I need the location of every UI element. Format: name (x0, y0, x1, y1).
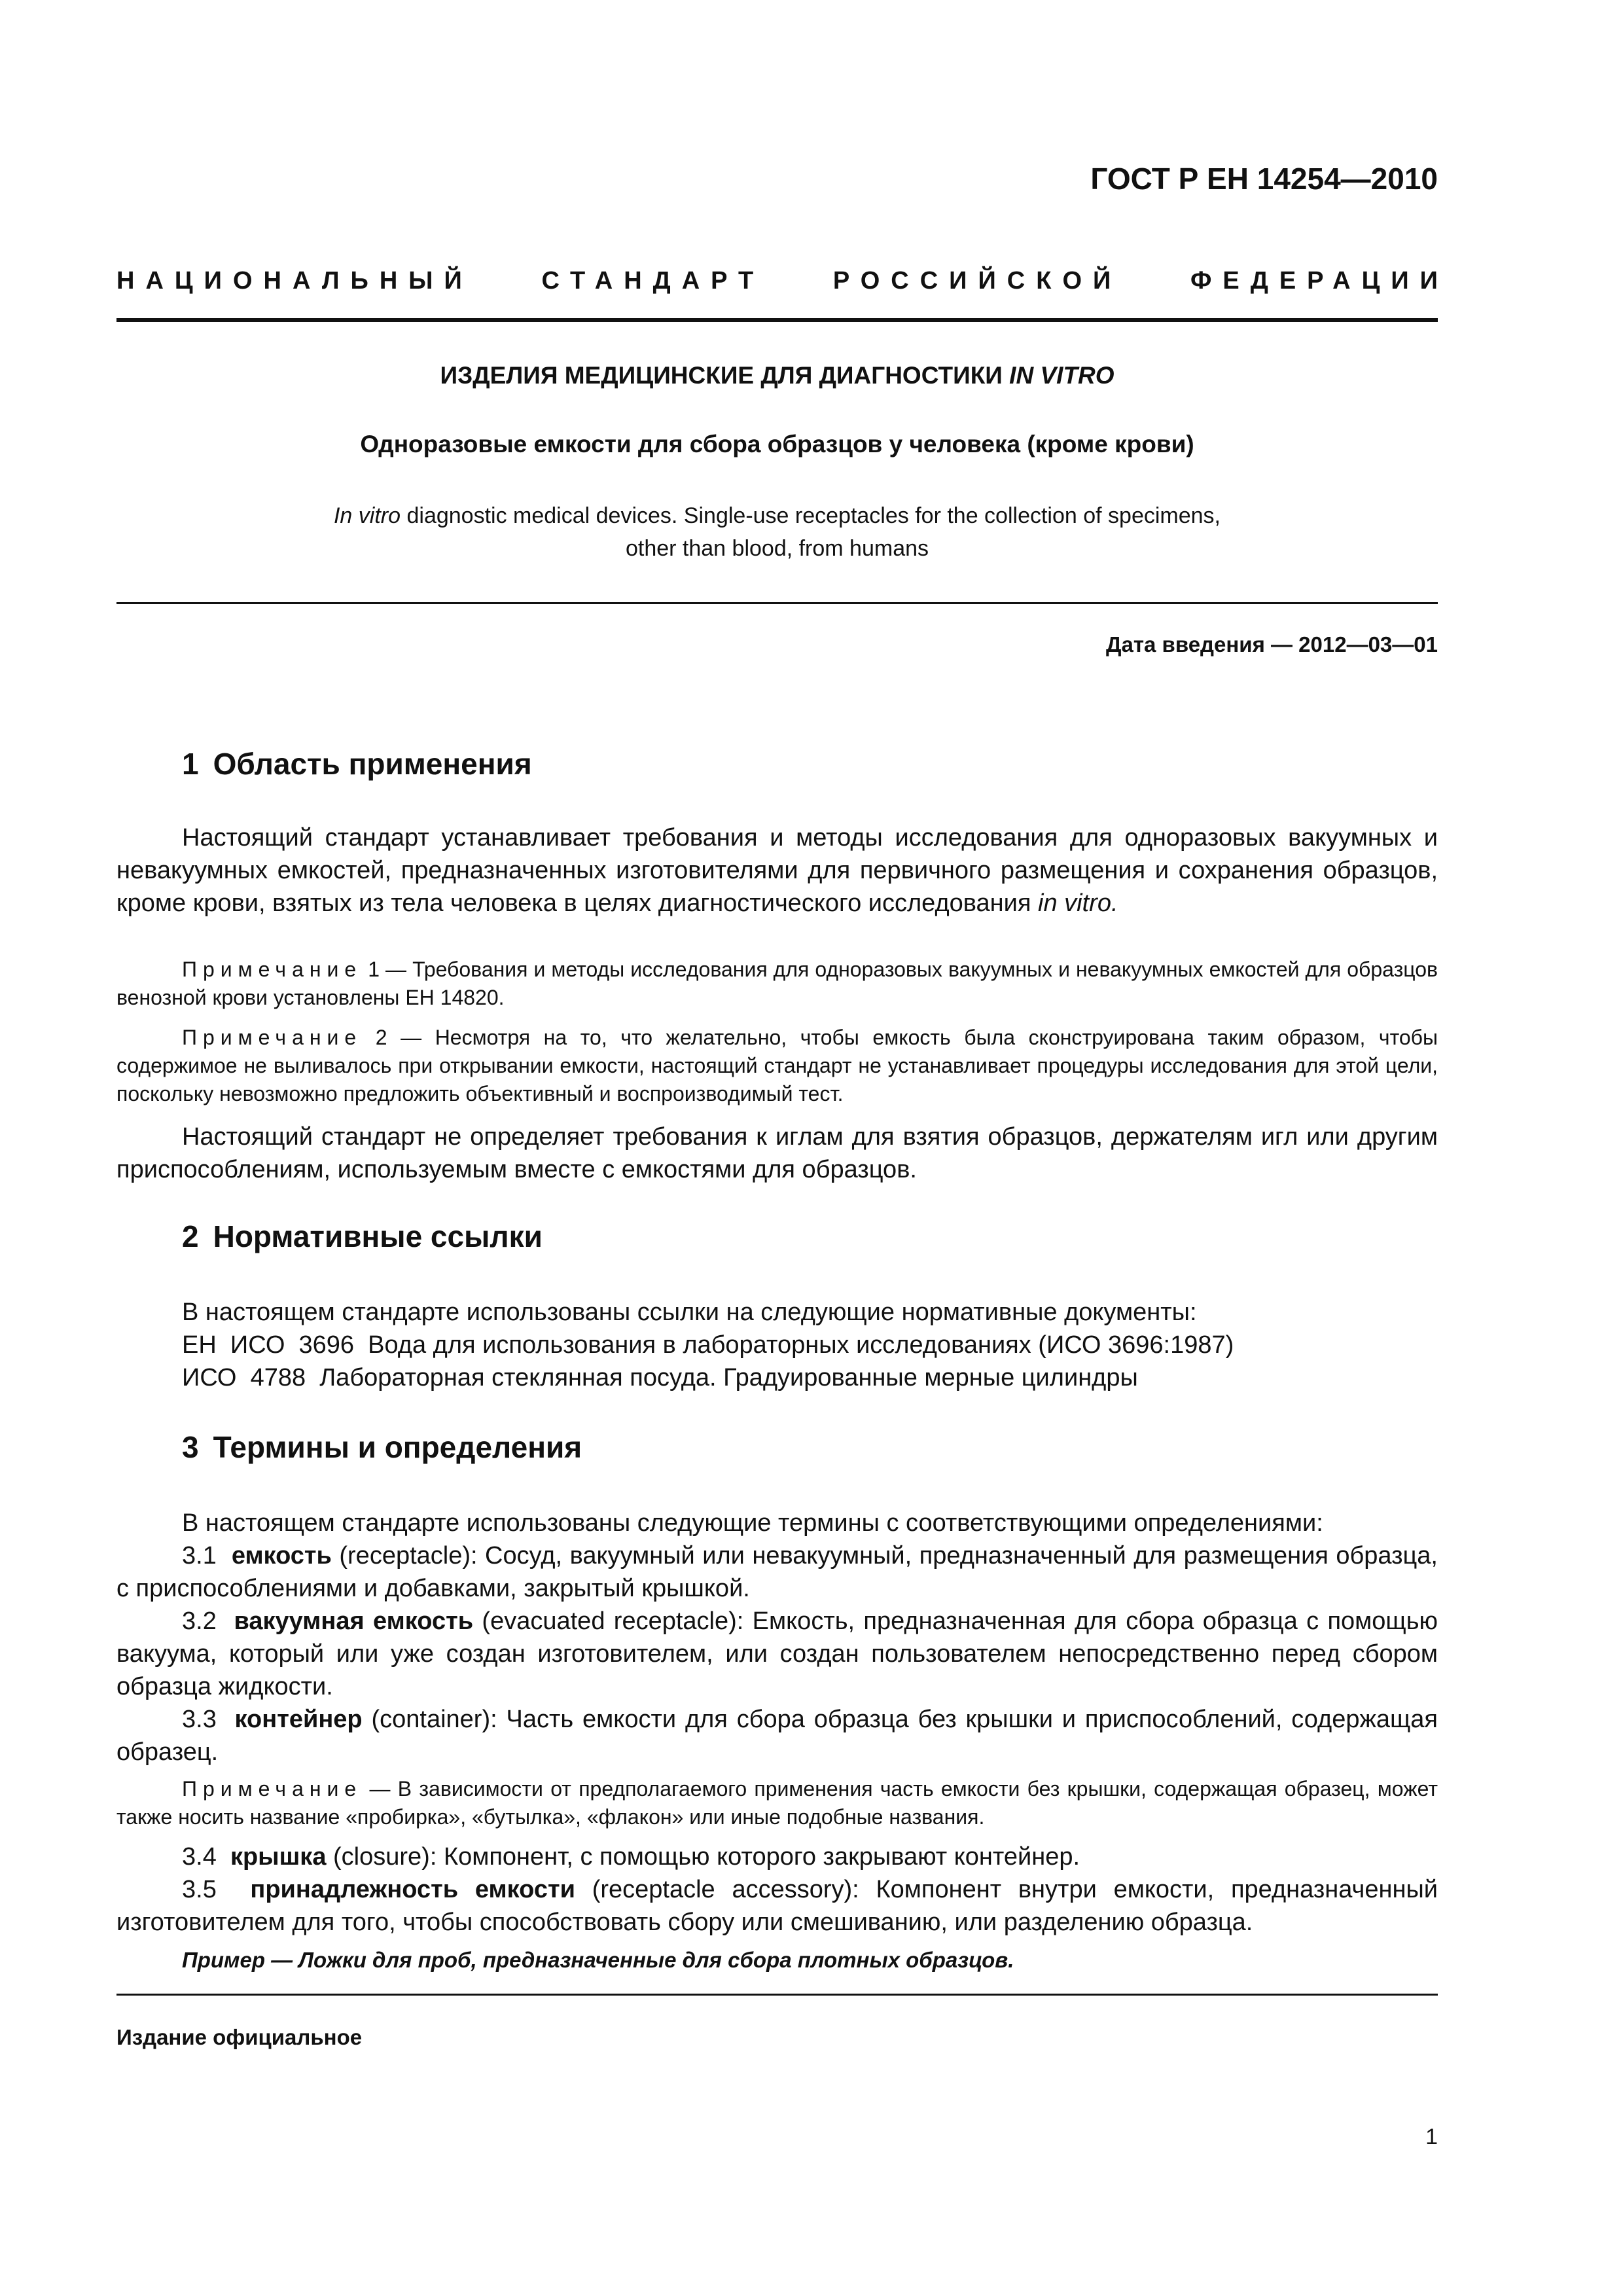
footer-divider (116, 1994, 1438, 1996)
term-3-4: 3.4 крышка (closure): Компонент, с помощью которого закрывают контейнер. (182, 1843, 1080, 1871)
section-1-note-2: Примечание 2 — Несмотря на то, что желательно, чтобы емкость была сконструирована таким образом, чтобы содержимое не выливалось при открывании емкости, настоящий стандарт не устанавливает процедуры исследования для этой цели, поскольку невозможно предложить объективный и воспроизводимый тест. (116, 1026, 1438, 1105)
banner-word: ФЕДЕРАЦИИ (1190, 267, 1449, 295)
term-3-5: 3.5 принадлежность емкости (receptacle accessory): Компонент внутри емкости, предназначенный изготовителем для того, чтобы способствовать сбору или смешиванию, или разделению образца. (116, 1876, 1438, 1936)
reference-item: ЕН ИСО 3696 Вода для использования в лабораторных исследованиях (ИСО 3696:1987) (182, 1331, 1234, 1359)
section-1-heading: 1 Область применения (182, 747, 532, 781)
document-title-en: In vitro diagnostic medical devices. Single-use receptacles for the collection of specimens, other than blood, from humans (333, 503, 1221, 561)
section-3-heading: 3 Термины и определения (182, 1430, 582, 1464)
banner-word: РОССИЙСКОЙ (832, 267, 1122, 295)
section-1-paragraph-2: Настоящий стандарт не определяет требования к иглам для взятия образцов, держателям игл или другим приспособлениям, используемым вместе с емкостями для образцов. (116, 1123, 1438, 1183)
national-standard-banner (116, 267, 1449, 295)
document-subtitle-ru: Одноразовые емкости для сбора образцов у человека (кроме крови) (360, 431, 1194, 457)
section-1-note-1: Примечание 1 — Требования и методы исследования для одноразовых вакуумных и невакуумных емкостей для образцов венозной крови установлены ЕН 14820. (116, 958, 1438, 1009)
document-title-ru: ИЗДЕЛИЯ МЕДИЦИНСКИЕ ДЛЯ ДИАГНОСТИКИ IN VITRO (440, 362, 1115, 389)
section-1-paragraph: Настоящий стандарт устанавливает требования и методы исследования для одноразовых вакуумных и невакуумных емкостей, предназначенных изготовителями для первичного размещения и сохранения образцов, кроме крови, взятых из тела человека в целях диагностического исследования in vitro. (116, 824, 1438, 917)
example-text: Пример — Ложки для проб, предназначенные для сбора плотных образцов. (182, 1948, 1014, 1972)
section-3-intro: В настоящем стандарте использованы следующие термины с соответствующими определениями: (182, 1509, 1323, 1537)
banner-word: НАЦИОНАЛЬНЫЙ (116, 267, 473, 295)
section-2-heading: 2 Нормативные ссылки (182, 1219, 543, 1253)
page-number: 1 (1425, 2125, 1438, 2149)
introduction-date: Дата введения — 2012—03—01 (1106, 632, 1438, 656)
section-2-content (116, 1296, 1438, 1394)
title-divider (116, 602, 1438, 604)
reference-item: ИСО 4788 Лабораторная стеклянная посуда. Градуированные мерные цилиндры (182, 1364, 1138, 1391)
section-2-intro: В настоящем стандарте использованы ссылки на следующие нормативные документы: (182, 1299, 1197, 1326)
document-code: ГОСТ Р ЕН 14254—2010 (1090, 162, 1438, 196)
top-divider (116, 318, 1438, 322)
banner-word: СТАНДАРТ (541, 267, 765, 295)
term-3-3: 3.3 контейнер (container): Часть емкости для сбора образца без крышки и приспособлений, содержащая образец. (116, 1706, 1438, 1766)
edition-label: Издание официальное (116, 2025, 363, 2049)
term-3-1: 3.1 емкость (receptacle): Сосуд, вакуумный или невакуумный, предназначенный для размещения образца, с приспособлениями и добавками, закрытый крышкой. (116, 1542, 1438, 1602)
section-3-note: Примечание — В зависимости от предполагаемого применения часть емкости без крышки, содержащая образец, может также носить название «пробирка», «бутылка», «флакон» или иные подобные названия. (116, 1777, 1438, 1829)
term-3-2: 3.2 вакуумная емкость (evacuated receptacle): Емкость, предназначенная для сбора образца с помощью вакуума, который или уже создан изготовителем, или создан пользователем непосредственно перед сбором образца жидкости. (116, 1607, 1438, 1700)
